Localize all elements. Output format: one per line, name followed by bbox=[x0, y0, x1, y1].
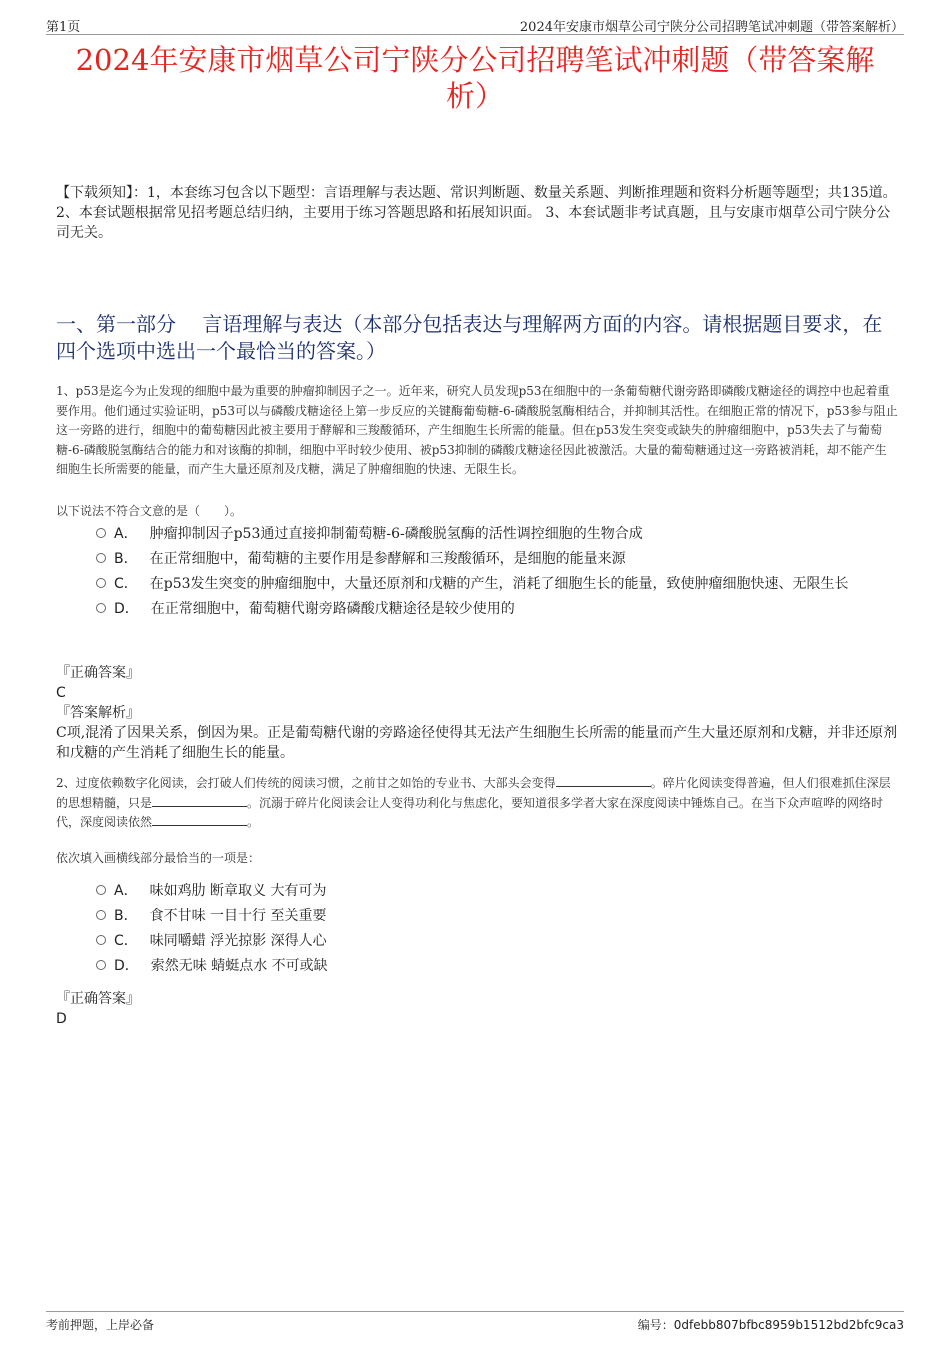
option-letter: C． bbox=[114, 933, 138, 949]
option-text: 食不甘味 一目十行 至关重要 bbox=[149, 908, 327, 924]
answer-label: 『正确答案』 bbox=[56, 991, 140, 1007]
correct-answer: C bbox=[56, 685, 66, 701]
question-1-prompt: 以下说法不符合文意的是（ ）。 bbox=[56, 504, 243, 518]
option-text: 味同嚼蜡 浮光掠影 深得人心 bbox=[149, 933, 327, 949]
question-2-prompt: 依次填入画横线部分最恰当的一项是： bbox=[56, 851, 261, 865]
document-title-line-2: 析） bbox=[445, 79, 504, 113]
question-1-text: 1、p53是迄今为止发现的细胞中最为重要的肿瘤抑制因子之一。近年来，研究人员发现p53在细胞中的一条葡萄糖代谢旁路即磷酸戊糖途径的调控中也起着重要作用。他们通过实验证明，p53可以与磷酸戊糖途径上第一步反应的关键酶葡萄糖-6-磷酸脱氢酶相结合，并抑制其活性。在细胞正常的情况下，p53参与阻止这一旁路的进行，细胞中的葡萄糖因此被主要用于酵解和三羧酸循环，产生细胞生长所需的能量。但在p53发生突变或缺失的肿瘤细胞中，p53失去了与葡萄糖-6-磷酸脱氢酶结合的能力和对该酶的抑制，细胞中平时较少使用、被p53抑制的磷酸戊糖途径因此被激活。大量的葡萄糖通过这一旁路被消耗，却不能产生细胞生长所需要的能量，而产生大量还原剂及戊糖，满足了肿瘤细胞的快速、无限生长。 bbox=[56, 384, 898, 476]
question-1-answer-block bbox=[56, 663, 898, 763]
page-header bbox=[46, 14, 904, 35]
fill-blank-1 bbox=[556, 774, 651, 787]
option-letter: A． bbox=[114, 883, 138, 899]
radio-icon[interactable] bbox=[96, 553, 106, 563]
question-2-text-part-2: 。碎片化阅读变得普遍，但人们很难抓住深层的思想精髓，只是 bbox=[56, 776, 891, 810]
page-number: 第1页 bbox=[46, 20, 81, 35]
option-letter: A． bbox=[114, 526, 138, 542]
option-letter: B． bbox=[114, 551, 138, 567]
footer-slogan: 考前押题，上岸必备 bbox=[46, 1318, 155, 1332]
question-1-option-d[interactable] bbox=[96, 599, 900, 620]
answer-analysis: C项,混淆了因果关系，倒因为果。正是葡萄糖代谢的旁路途径使得其无法产生细胞生长所需的能量而产生大量还原剂和戊糖，并非还原剂和戊糖的产生消耗了细胞生长的能量。 bbox=[56, 725, 898, 761]
option-text: 肿瘤抑制因子p53通过直接抑制葡萄糖-6-磷酸脱氢酶的活性调控细胞的生物合成 bbox=[149, 526, 643, 542]
analysis-label: 『答案解析』 bbox=[56, 705, 140, 721]
question-2-text-part-1: 2、过度依赖数字化阅读，会打破人们传统的阅读习惯，之前甘之如饴的专业书、大部头会变得 bbox=[56, 776, 556, 790]
option-text: 索然无味 蜻蜓点水 不可或缺 bbox=[150, 958, 328, 974]
question-2-option-b[interactable] bbox=[96, 906, 900, 927]
radio-icon[interactable] bbox=[96, 528, 106, 538]
question-2-text-part-4: 。 bbox=[247, 815, 260, 829]
fill-blank-3 bbox=[152, 813, 247, 826]
document-title bbox=[46, 42, 904, 114]
header-doc-title: 2024年安康市烟草公司宁陕分公司招聘笔试冲刺题（带答案解析） bbox=[519, 20, 904, 35]
question-1-options bbox=[96, 524, 900, 624]
option-letter: B． bbox=[114, 908, 138, 924]
option-text: 在p53发生突变的肿瘤细胞中，大量还原剂和戊糖的产生，消耗了细胞生长的能量，致使肿瘤细胞快速、无限生长 bbox=[149, 576, 849, 592]
radio-icon[interactable] bbox=[96, 603, 106, 613]
answer-label: 『正确答案』 bbox=[56, 665, 140, 681]
question-2-text bbox=[56, 774, 898, 833]
option-text: 在正常细胞中，葡萄糖的主要作用是参酵解和三羧酸循环，是细胞的能量来源 bbox=[149, 551, 626, 567]
question-1-option-b[interactable] bbox=[96, 549, 900, 570]
section-heading: 一、第一部分 言语理解与表达（本部分包括表达与理解两方面的内容。请根据题目要求，在四个选项中选出一个最恰当的答案。） bbox=[56, 312, 883, 363]
fill-blank-2 bbox=[152, 794, 247, 807]
radio-icon[interactable] bbox=[96, 910, 106, 920]
option-text: 味如鸡肋 断章取义 大有可为 bbox=[149, 883, 327, 899]
question-2-text-part-3: 。沉溺于碎片化阅读会让人变得功利化与焦虑化，要知道很多学者大家在深度阅读中锤炼自己。在当下众声喧哗的网络时代，深度阅读依然 bbox=[56, 795, 884, 829]
radio-icon[interactable] bbox=[96, 935, 106, 945]
option-letter: C． bbox=[114, 576, 138, 592]
serial-label: 编号： bbox=[637, 1318, 674, 1332]
question-1-option-c[interactable] bbox=[56, 574, 900, 595]
option-letter: D． bbox=[114, 958, 139, 974]
radio-icon[interactable] bbox=[96, 960, 106, 970]
correct-answer: D bbox=[56, 1011, 67, 1027]
download-notice: 【下载须知】：1，本套练习包含以下题型：言语理解与表达题、常识判断题、数量关系题、判断推理题和资料分析题等题型；共135道。 2、本套试题根据常见招考题总结归纳，主要用于练习答题思路和拓展知识面。 3、本套试题非考试真题，且与安康市烟草公司宁陕分公司无关。 bbox=[56, 185, 897, 241]
question-2-option-c[interactable] bbox=[96, 931, 900, 952]
question-2-option-a[interactable] bbox=[96, 881, 900, 902]
footer-serial bbox=[638, 1316, 904, 1333]
document-title-line-1: 2024年安康市烟草公司宁陕分公司招聘笔试冲刺题（带答案解 bbox=[75, 43, 875, 77]
question-2-options bbox=[96, 881, 900, 981]
question-1-option-a[interactable] bbox=[96, 524, 900, 545]
option-letter: D． bbox=[114, 601, 139, 617]
option-text: 在正常细胞中，葡萄糖代谢旁路磷酸戊糖途径是较少使用的 bbox=[150, 601, 515, 617]
radio-icon[interactable] bbox=[96, 885, 106, 895]
page-footer bbox=[46, 1311, 904, 1334]
serial-number: 0dfebb807bfbc8959b1512bd2bfc9ca3 bbox=[673, 1318, 904, 1332]
question-2-option-d[interactable] bbox=[96, 956, 900, 977]
radio-icon[interactable] bbox=[96, 578, 106, 588]
question-2-answer-block bbox=[56, 989, 898, 1029]
